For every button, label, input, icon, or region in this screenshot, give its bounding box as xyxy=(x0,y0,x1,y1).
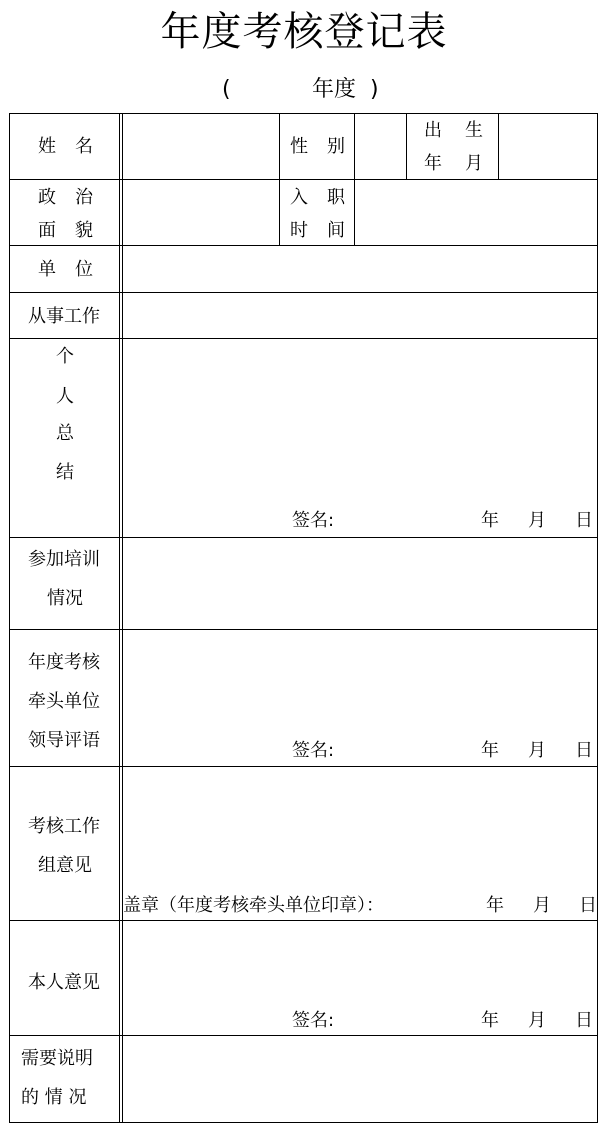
group-day-label: 日 xyxy=(579,895,597,916)
table-border-left xyxy=(9,113,10,1123)
birth-label-4: 月 xyxy=(465,153,483,174)
join-label-4: 间 xyxy=(327,220,345,241)
summary-label-3: 总 xyxy=(56,423,74,444)
summary-year-label: 年 xyxy=(481,510,499,531)
join-label-2: 职 xyxy=(327,187,345,208)
name-label-1: 姓 xyxy=(38,136,56,157)
table-border-bottom xyxy=(9,1122,598,1123)
name-field[interactable] xyxy=(123,114,279,179)
work-field[interactable] xyxy=(123,293,597,338)
summary-field[interactable] xyxy=(123,339,597,499)
join-label-1: 入 xyxy=(290,187,308,208)
political-label-1: 政 xyxy=(38,187,56,208)
group-label-2: 组意见 xyxy=(38,855,92,876)
political-label-2: 治 xyxy=(75,187,93,208)
summary-day-label: 日 xyxy=(575,510,593,531)
year-label: 年度 xyxy=(312,77,357,102)
summary-signature-label: 签名: xyxy=(292,510,335,531)
self-field[interactable] xyxy=(123,921,597,1001)
group-field[interactable] xyxy=(123,767,597,885)
political-label-4: 貌 xyxy=(75,220,93,241)
birth-label-3: 年 xyxy=(424,153,442,174)
group-seal-label: 盖章（年度考核牵头单位印章）： xyxy=(123,895,384,916)
leader-year-label: 年 xyxy=(481,740,499,761)
self-year-label: 年 xyxy=(481,1010,499,1031)
leader-signature-label: 签名: xyxy=(292,740,335,761)
training-field[interactable] xyxy=(123,538,597,629)
gender-label-1: 性 xyxy=(290,136,308,157)
column-divider xyxy=(279,113,280,245)
notes-label-1: 需要说明 xyxy=(21,1048,93,1069)
leader-month-label: 月 xyxy=(528,740,546,761)
gender-label-2: 别 xyxy=(327,136,345,157)
column-divider xyxy=(406,113,407,179)
birth-label-2: 生 xyxy=(465,120,483,141)
group-year-label: 年 xyxy=(486,895,504,916)
label-column-divider xyxy=(119,113,120,1123)
summary-month-label: 月 xyxy=(528,510,546,531)
leader-label-3: 领导评语 xyxy=(28,730,100,751)
leader-label-2: 牵头单位 xyxy=(28,691,100,712)
political-label-3: 面 xyxy=(38,220,56,241)
leader-label-1: 年度考核 xyxy=(28,652,100,673)
training-label-2: 情况 xyxy=(47,588,83,609)
group-month-label: 月 xyxy=(533,895,551,916)
political-field[interactable] xyxy=(123,180,279,245)
leader-day-label: 日 xyxy=(575,740,593,761)
gender-field[interactable] xyxy=(355,114,406,179)
year-paren-open: ( xyxy=(222,77,231,102)
name-label-2: 名 xyxy=(75,136,93,157)
summary-label-2: 人 xyxy=(56,386,74,407)
unit-label-1: 单 xyxy=(38,259,56,280)
page-title: 年度考核登记表 xyxy=(160,9,448,55)
self-month-label: 月 xyxy=(528,1010,546,1031)
self-day-label: 日 xyxy=(575,1010,593,1031)
summary-label-1: 个 xyxy=(56,346,74,367)
group-label-1: 考核工作 xyxy=(28,816,100,837)
unit-label-2: 位 xyxy=(75,259,93,280)
training-label-1: 参加培训 xyxy=(28,549,100,570)
self-label: 本人意见 xyxy=(28,972,100,993)
summary-label-4: 结 xyxy=(56,462,74,483)
birth-field[interactable] xyxy=(499,114,597,179)
year-paren-close: ) xyxy=(370,77,379,102)
leader-field[interactable] xyxy=(123,630,597,730)
join-field[interactable] xyxy=(355,180,597,245)
join-label-3: 时 xyxy=(290,220,308,241)
birth-label-1: 出 xyxy=(424,120,442,141)
notes-field[interactable] xyxy=(123,1036,597,1122)
work-label: 从事工作 xyxy=(28,306,100,327)
self-signature-label: 签名: xyxy=(292,1010,335,1031)
unit-field[interactable] xyxy=(123,246,597,292)
notes-label-2: 的 情 况 xyxy=(21,1087,87,1108)
table-border-right xyxy=(597,113,598,1123)
